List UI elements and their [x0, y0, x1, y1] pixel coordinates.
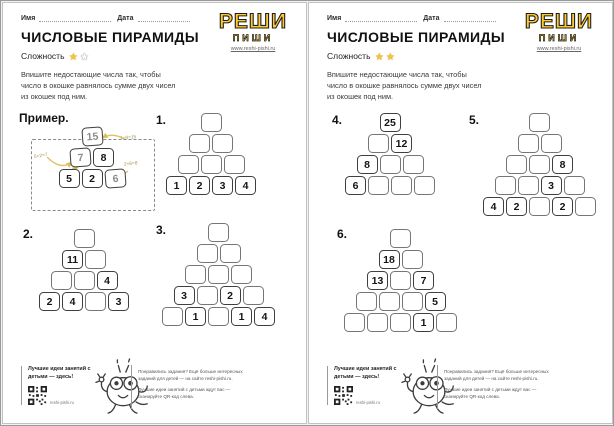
- star-filled-icon: ★: [385, 52, 395, 63]
- pyramid-cell[interactable]: [506, 155, 527, 174]
- brand-logo: [516, 11, 602, 52]
- pyramid-cell: 3: [212, 176, 233, 195]
- instructions-text: Впишите недостающие числа так, чтобы число в окошке равнялось сумме двух чисел из окошек под ним.: [327, 70, 482, 102]
- pyramid-cell: 25: [380, 113, 401, 132]
- page-title: ЧИСЛОВЫЕ ПИРАМИДЫ: [21, 29, 199, 45]
- example-pyramid: [31, 127, 153, 190]
- pyramid-cell: 3: [108, 292, 129, 311]
- pyramid-cell: 2: [220, 286, 241, 305]
- pyramid-cell: 2: [189, 176, 210, 195]
- date-input-line[interactable]: [444, 14, 496, 22]
- pyramid-cell[interactable]: [390, 229, 411, 248]
- pyramid-cell[interactable]: [402, 292, 423, 311]
- footer-qr-caption: reshi-pishi.ru: [50, 399, 74, 405]
- puzzle-pyramid: [342, 113, 438, 197]
- pyramid-cell: 7: [69, 147, 91, 167]
- footer-right-block: [444, 368, 554, 404]
- pyramid-cell: 13: [367, 271, 388, 290]
- footer-divider: [437, 365, 438, 409]
- pyramid-cell: 4: [97, 271, 118, 290]
- pyramid-cell[interactable]: [74, 271, 95, 290]
- pyramid-cell[interactable]: [436, 313, 457, 332]
- pyramid-cell: 11: [62, 250, 83, 269]
- pyramid-cell[interactable]: [162, 307, 183, 326]
- pyramid-cell: 1: [166, 176, 187, 195]
- pyramid-cell: 8: [357, 155, 378, 174]
- pyramid-cell[interactable]: [518, 134, 539, 153]
- footer-left-block: [21, 366, 94, 405]
- logo-word-pishi: ПИШИ: [232, 33, 274, 43]
- pyramid-cell[interactable]: [344, 313, 365, 332]
- pyramid-cell[interactable]: [518, 176, 539, 195]
- instructions-text: Впишите недостающие числа так, чтобы число в окошке равнялось сумме двух чисел из окошек под ним.: [21, 70, 176, 102]
- pyramid-cell[interactable]: [575, 197, 596, 216]
- puzzle-pyramid: [480, 113, 599, 218]
- pyramid-cell[interactable]: [178, 155, 199, 174]
- pyramid-cell: 3: [174, 286, 195, 305]
- logo-word-pishi: ПИШИ: [538, 33, 580, 43]
- puzzle-label: 4.: [332, 113, 343, 127]
- pyramid-cell: 8: [93, 148, 114, 167]
- name-input-line[interactable]: [39, 14, 111, 22]
- pyramid-cell: 2: [39, 292, 60, 311]
- pyramid-cell: 4: [483, 197, 504, 216]
- pyramid-cell: 1: [185, 307, 206, 326]
- pyramid-cell[interactable]: [564, 176, 585, 195]
- pyramid-cell[interactable]: [189, 134, 210, 153]
- pyramid-cell: 1: [231, 307, 252, 326]
- puzzle-pyramid: [341, 229, 460, 334]
- pyramid-cell[interactable]: [529, 155, 550, 174]
- difficulty-label: Сложность: [21, 51, 65, 61]
- puzzle-label: 2.: [23, 227, 34, 241]
- pyramid-cell[interactable]: [220, 244, 241, 263]
- brand-logo: [210, 11, 296, 52]
- name-label: Имя: [327, 15, 342, 22]
- pyramid-cell[interactable]: [495, 176, 516, 195]
- qr-code-icon: [334, 386, 353, 405]
- pyramid-cell[interactable]: [243, 286, 264, 305]
- logo-website-link[interactable]: www.reshi-pishi.ru: [536, 46, 582, 52]
- page-title: ЧИСЛОВЫЕ ПИРАМИДЫ: [327, 29, 505, 45]
- pyramid-cell[interactable]: [197, 244, 218, 263]
- pyramid-cell[interactable]: [391, 176, 412, 195]
- pyramid-cell[interactable]: [208, 223, 229, 242]
- date-label: Дата: [423, 15, 440, 22]
- pyramid-cell[interactable]: [403, 155, 424, 174]
- pyramid-cell: 2: [82, 169, 103, 188]
- pyramid-cell: 5: [59, 169, 80, 188]
- pyramid-cell[interactable]: [185, 265, 206, 284]
- pyramid-cell[interactable]: [51, 271, 72, 290]
- pyramid-cell[interactable]: [367, 313, 388, 332]
- pyramid-cell[interactable]: [212, 134, 233, 153]
- pyramid-cell[interactable]: [390, 271, 411, 290]
- difficulty-row: [21, 51, 89, 63]
- pyramid-cell[interactable]: [390, 313, 411, 332]
- star-filled-icon: ★: [374, 52, 384, 63]
- date-label: Дата: [117, 15, 134, 22]
- footer-divider: [131, 365, 132, 409]
- puzzle-label: 3.: [156, 223, 167, 237]
- pyramid-cell[interactable]: [208, 265, 229, 284]
- pyramid-cell: 12: [391, 134, 412, 153]
- pyramid-cell: 5: [425, 292, 446, 311]
- footer-right-text-1: Понравились задания? Ещё больше интересных заданий для детей — на сайте reshi-pishi.ru.: [444, 369, 549, 382]
- logo-word-reshi: РЕШИ: [218, 10, 288, 33]
- name-label: Имя: [21, 15, 36, 22]
- pyramid-cell[interactable]: [368, 176, 389, 195]
- pyramid-cell[interactable]: [74, 229, 95, 248]
- footer: [19, 361, 291, 419]
- footer-left-text: Лучшие идеи занятий с детьми — здесь!: [334, 366, 397, 380]
- pyramid-cell: 6: [345, 176, 366, 195]
- date-input-line[interactable]: [138, 14, 190, 22]
- star-filled-icon: ★: [68, 52, 78, 63]
- pyramid-cell[interactable]: [380, 155, 401, 174]
- pyramid-cell: 4: [235, 176, 256, 195]
- pyramid-cell[interactable]: [201, 155, 222, 174]
- worksheet-page-1: [2, 2, 307, 424]
- qr-code-icon: [28, 386, 47, 405]
- pyramid-cell[interactable]: [529, 197, 550, 216]
- logo-word-reshi: РЕШИ: [524, 10, 594, 33]
- star-empty-icon: ★: [79, 52, 89, 63]
- pyramid-cell: 7: [413, 271, 434, 290]
- name-date-row: [21, 14, 196, 22]
- name-input-line[interactable]: [345, 14, 417, 22]
- pyramid-cell: 6: [104, 168, 126, 188]
- example-annotation-right: 2+6=8: [123, 161, 138, 168]
- pyramid-cell[interactable]: [368, 134, 389, 153]
- pyramid-cell[interactable]: [356, 292, 377, 311]
- pyramid-cell[interactable]: [201, 113, 222, 132]
- pyramid-cell[interactable]: [529, 113, 550, 132]
- worksheet-page-2: [308, 2, 613, 424]
- pyramid-cell[interactable]: [85, 292, 106, 311]
- pyramid-cell: 1: [413, 313, 434, 332]
- pyramid-cell[interactable]: [197, 286, 218, 305]
- pyramid-cell[interactable]: [379, 292, 400, 311]
- pyramid-cell: 2: [506, 197, 527, 216]
- footer-right-text-2: Лучшие идеи занятий с детьми ждут вас — сканируйте QR-код слева.: [138, 387, 231, 400]
- pyramid-cell: 3: [541, 176, 562, 195]
- example-label: Пример.: [19, 111, 69, 125]
- pyramid-cell: 4: [62, 292, 83, 311]
- puzzle-label: 6.: [337, 227, 348, 241]
- pyramid-cell[interactable]: [414, 176, 435, 195]
- pyramid-cell[interactable]: [402, 250, 423, 269]
- puzzle-pyramid: [159, 223, 278, 328]
- difficulty-stars: [373, 51, 395, 61]
- footer-qr-caption: reshi-pishi.ru: [356, 399, 380, 405]
- footer-left-text: Лучшие идеи занятий с детьми — здесь!: [28, 366, 91, 380]
- pyramid-cell: 18: [379, 250, 400, 269]
- pyramid-cell[interactable]: [231, 265, 252, 284]
- example-annotation-top-right: 7+8=15: [119, 135, 137, 142]
- difficulty-row: [327, 51, 395, 63]
- name-date-row: [327, 14, 502, 22]
- footer-left-block: [327, 366, 400, 405]
- puzzle-pyramid: [163, 113, 259, 197]
- pyramid-cell: 15: [81, 126, 103, 146]
- puzzle-label: 5.: [469, 113, 480, 127]
- footer: [325, 361, 597, 419]
- pyramid-cell: 2: [552, 197, 573, 216]
- pyramid-cell: 4: [254, 307, 275, 326]
- pyramid-cell[interactable]: [224, 155, 245, 174]
- difficulty-label: Сложность: [327, 51, 371, 61]
- footer-right-block: [138, 368, 248, 404]
- logo-website-link[interactable]: www.reshi-pishi.ru: [230, 46, 276, 52]
- pyramid-cell: 8: [552, 155, 573, 174]
- footer-right-text-1: Понравились задания? Ещё больше интересных заданий для детей — на сайте reshi-pishi.ru.: [138, 369, 243, 382]
- difficulty-stars: [67, 51, 89, 61]
- pyramid-cell[interactable]: [541, 134, 562, 153]
- example-annotation-left: 5+2=7: [33, 152, 48, 161]
- puzzle-label: 1.: [156, 113, 167, 127]
- footer-right-text-2: Лучшие идеи занятий с детьми ждут вас — сканируйте QR-код слева.: [444, 387, 537, 400]
- pyramid-cell[interactable]: [208, 307, 229, 326]
- puzzle-pyramid: [36, 229, 132, 313]
- pyramid-cell[interactable]: [85, 250, 106, 269]
